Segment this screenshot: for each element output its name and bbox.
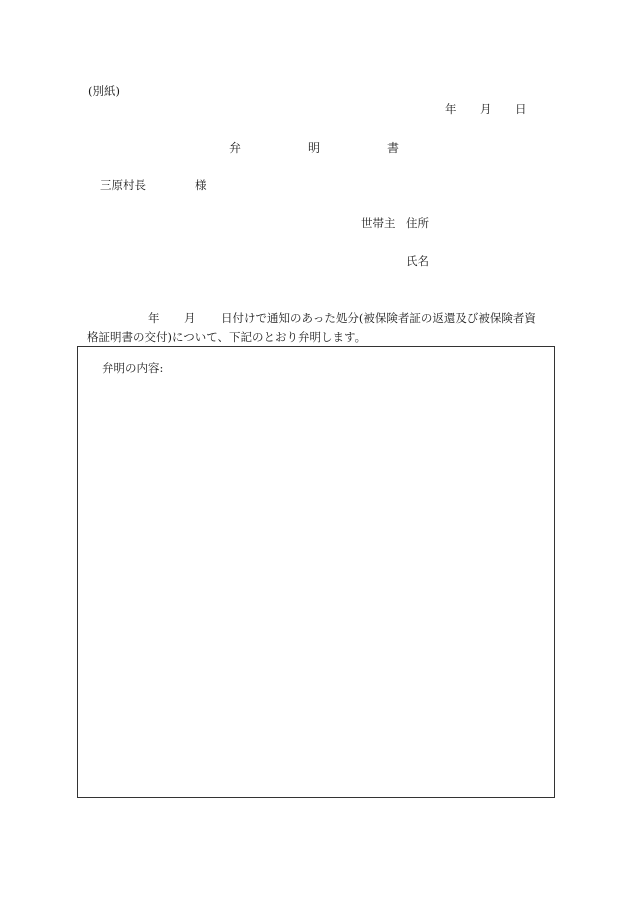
addressee-honorific: 様 xyxy=(195,178,207,192)
statement-label: 弁明の内容: xyxy=(102,361,164,375)
name-label: 氏名 xyxy=(406,254,429,268)
addressee-name: 三原村長 xyxy=(100,178,146,192)
householder-label: 世帯主 xyxy=(361,216,396,230)
title-char-2: 明 xyxy=(308,141,321,155)
statement-box xyxy=(77,346,555,798)
body-text-line-1: 日付けで通知のあった処分(被保険者証の返還及び被保険者資 xyxy=(221,311,536,325)
date-month-label: 月 xyxy=(480,102,492,116)
body-text-line-2: 格証明書の交付)について、下記のとおり弁明します。 xyxy=(87,330,367,344)
date-day-label: 日 xyxy=(515,102,527,116)
body-year-label: 年 xyxy=(148,311,160,325)
title-char-3: 書 xyxy=(387,141,400,155)
date-year-label: 年 xyxy=(445,102,457,116)
address-label: 住所 xyxy=(406,216,429,230)
annex-label: (別紙) xyxy=(88,84,120,98)
body-month-label: 月 xyxy=(184,311,196,325)
title-char-1: 弁 xyxy=(229,141,242,155)
